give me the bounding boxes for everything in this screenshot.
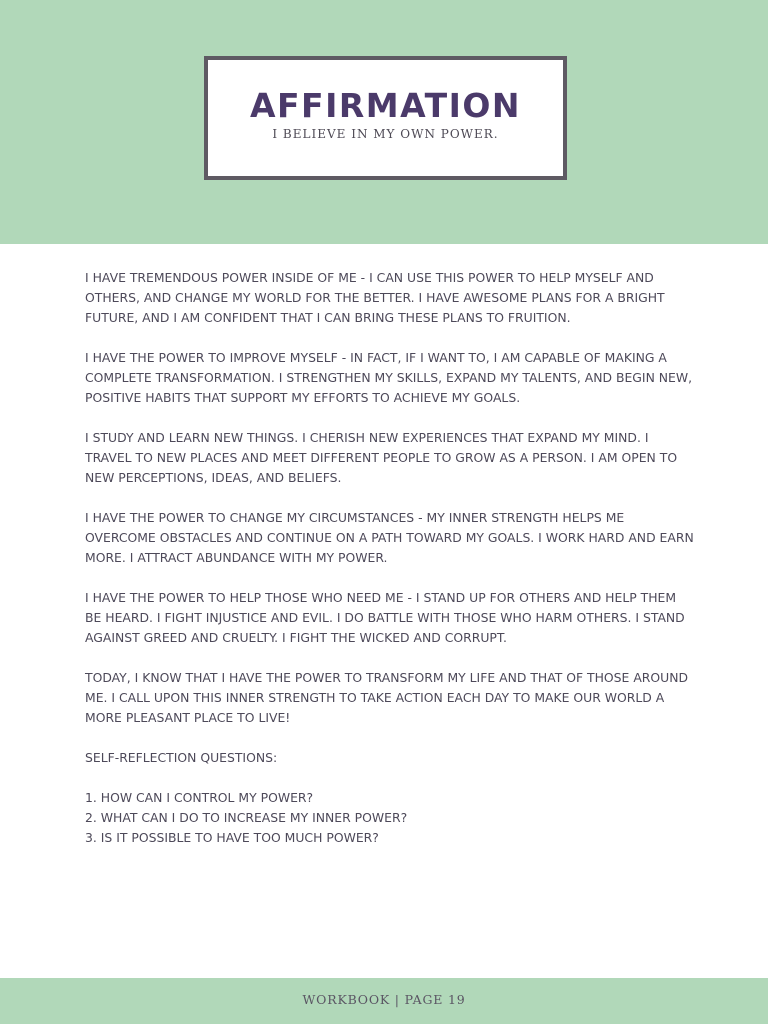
questions-heading: SELF-REFLECTION QUESTIONS:	[85, 750, 278, 765]
paragraph-5: I HAVE THE POWER TO HELP THOSE WHO NEED ME - I STAND UP FOR OTHERS AND HELP THEM BE HEARD. I FIGHT INJUSTICE AND EVIL. I DO BATTLE WITH THOSE WHO HARM OTHERS. I STAND AGAINST GREED AND CRUELTY. I FIGHT THE WICKED AND CORRUPT.	[85, 590, 685, 645]
footer-band	[0, 978, 768, 1024]
question-item: 2. WHAT CAN I DO TO INCREASE MY INNER POWER?	[85, 810, 408, 825]
question-item: 3. IS IT POSSIBLE TO HAVE TOO MUCH POWER?	[85, 830, 379, 845]
header-band	[0, 0, 768, 244]
questions-list	[85, 788, 695, 848]
footer-page-label: WORKBOOK | PAGE 19	[302, 992, 466, 1007]
paragraph-3: I STUDY AND LEARN NEW THINGS. I CHERISH NEW EXPERIENCES THAT EXPAND MY MIND. I TRAVEL TO NEW PLACES AND MEET DIFFERENT PEOPLE TO GROW AS A PERSON. I AM OPEN TO NEW PERCEPTIONS, IDEAS, AND BELIEFS.	[85, 430, 678, 485]
affirmation-body	[85, 268, 695, 848]
title-box	[204, 56, 567, 180]
paragraph-1: I HAVE TREMENDOUS POWER INSIDE OF ME - I CAN USE THIS POWER TO HELP MYSELF AND OTHERS, AND CHANGE MY WORLD FOR THE BETTER. I HAVE AWESOME PLANS FOR A BRIGHT FUTURE, AND I AM CONFIDENT THAT I CAN BRING THESE PLANS TO FRUITION.	[85, 270, 665, 325]
paragraph-2: I HAVE THE POWER TO IMPROVE MYSELF - IN FACT, IF I WANT TO, I AM CAPABLE OF MAKING A COMPLETE TRANSFORMATION. I STRENGTHEN MY SKILLS, EXPAND MY TALENTS, AND BEGIN NEW, POSITIVE HABITS THAT SUPPORT MY EFFORTS TO ACHIEVE MY GOALS.	[85, 350, 693, 405]
page-subtitle: I BELIEVE IN MY OWN POWER.	[272, 127, 499, 141]
paragraph-6: TODAY, I KNOW THAT I HAVE THE POWER TO TRANSFORM MY LIFE AND THAT OF THOSE AROUND ME. I CALL UPON THIS INNER STRENGTH TO TAKE ACTION EACH DAY TO MAKE OUR WORLD A MORE PLEASANT PLACE TO LIVE!	[85, 670, 689, 725]
paragraph-4: I HAVE THE POWER TO CHANGE MY CIRCUMSTANCES - MY INNER STRENGTH HELPS ME OVERCOME OBSTACLES AND CONTINUE ON A PATH TOWARD MY GOALS. I WORK HARD AND EARN MORE. I ATTRACT ABUNDANCE WITH MY POWER.	[85, 510, 694, 565]
question-item: 1. HOW CAN I CONTROL MY POWER?	[85, 790, 314, 805]
page-title: AFFIRMATION	[249, 86, 522, 125]
